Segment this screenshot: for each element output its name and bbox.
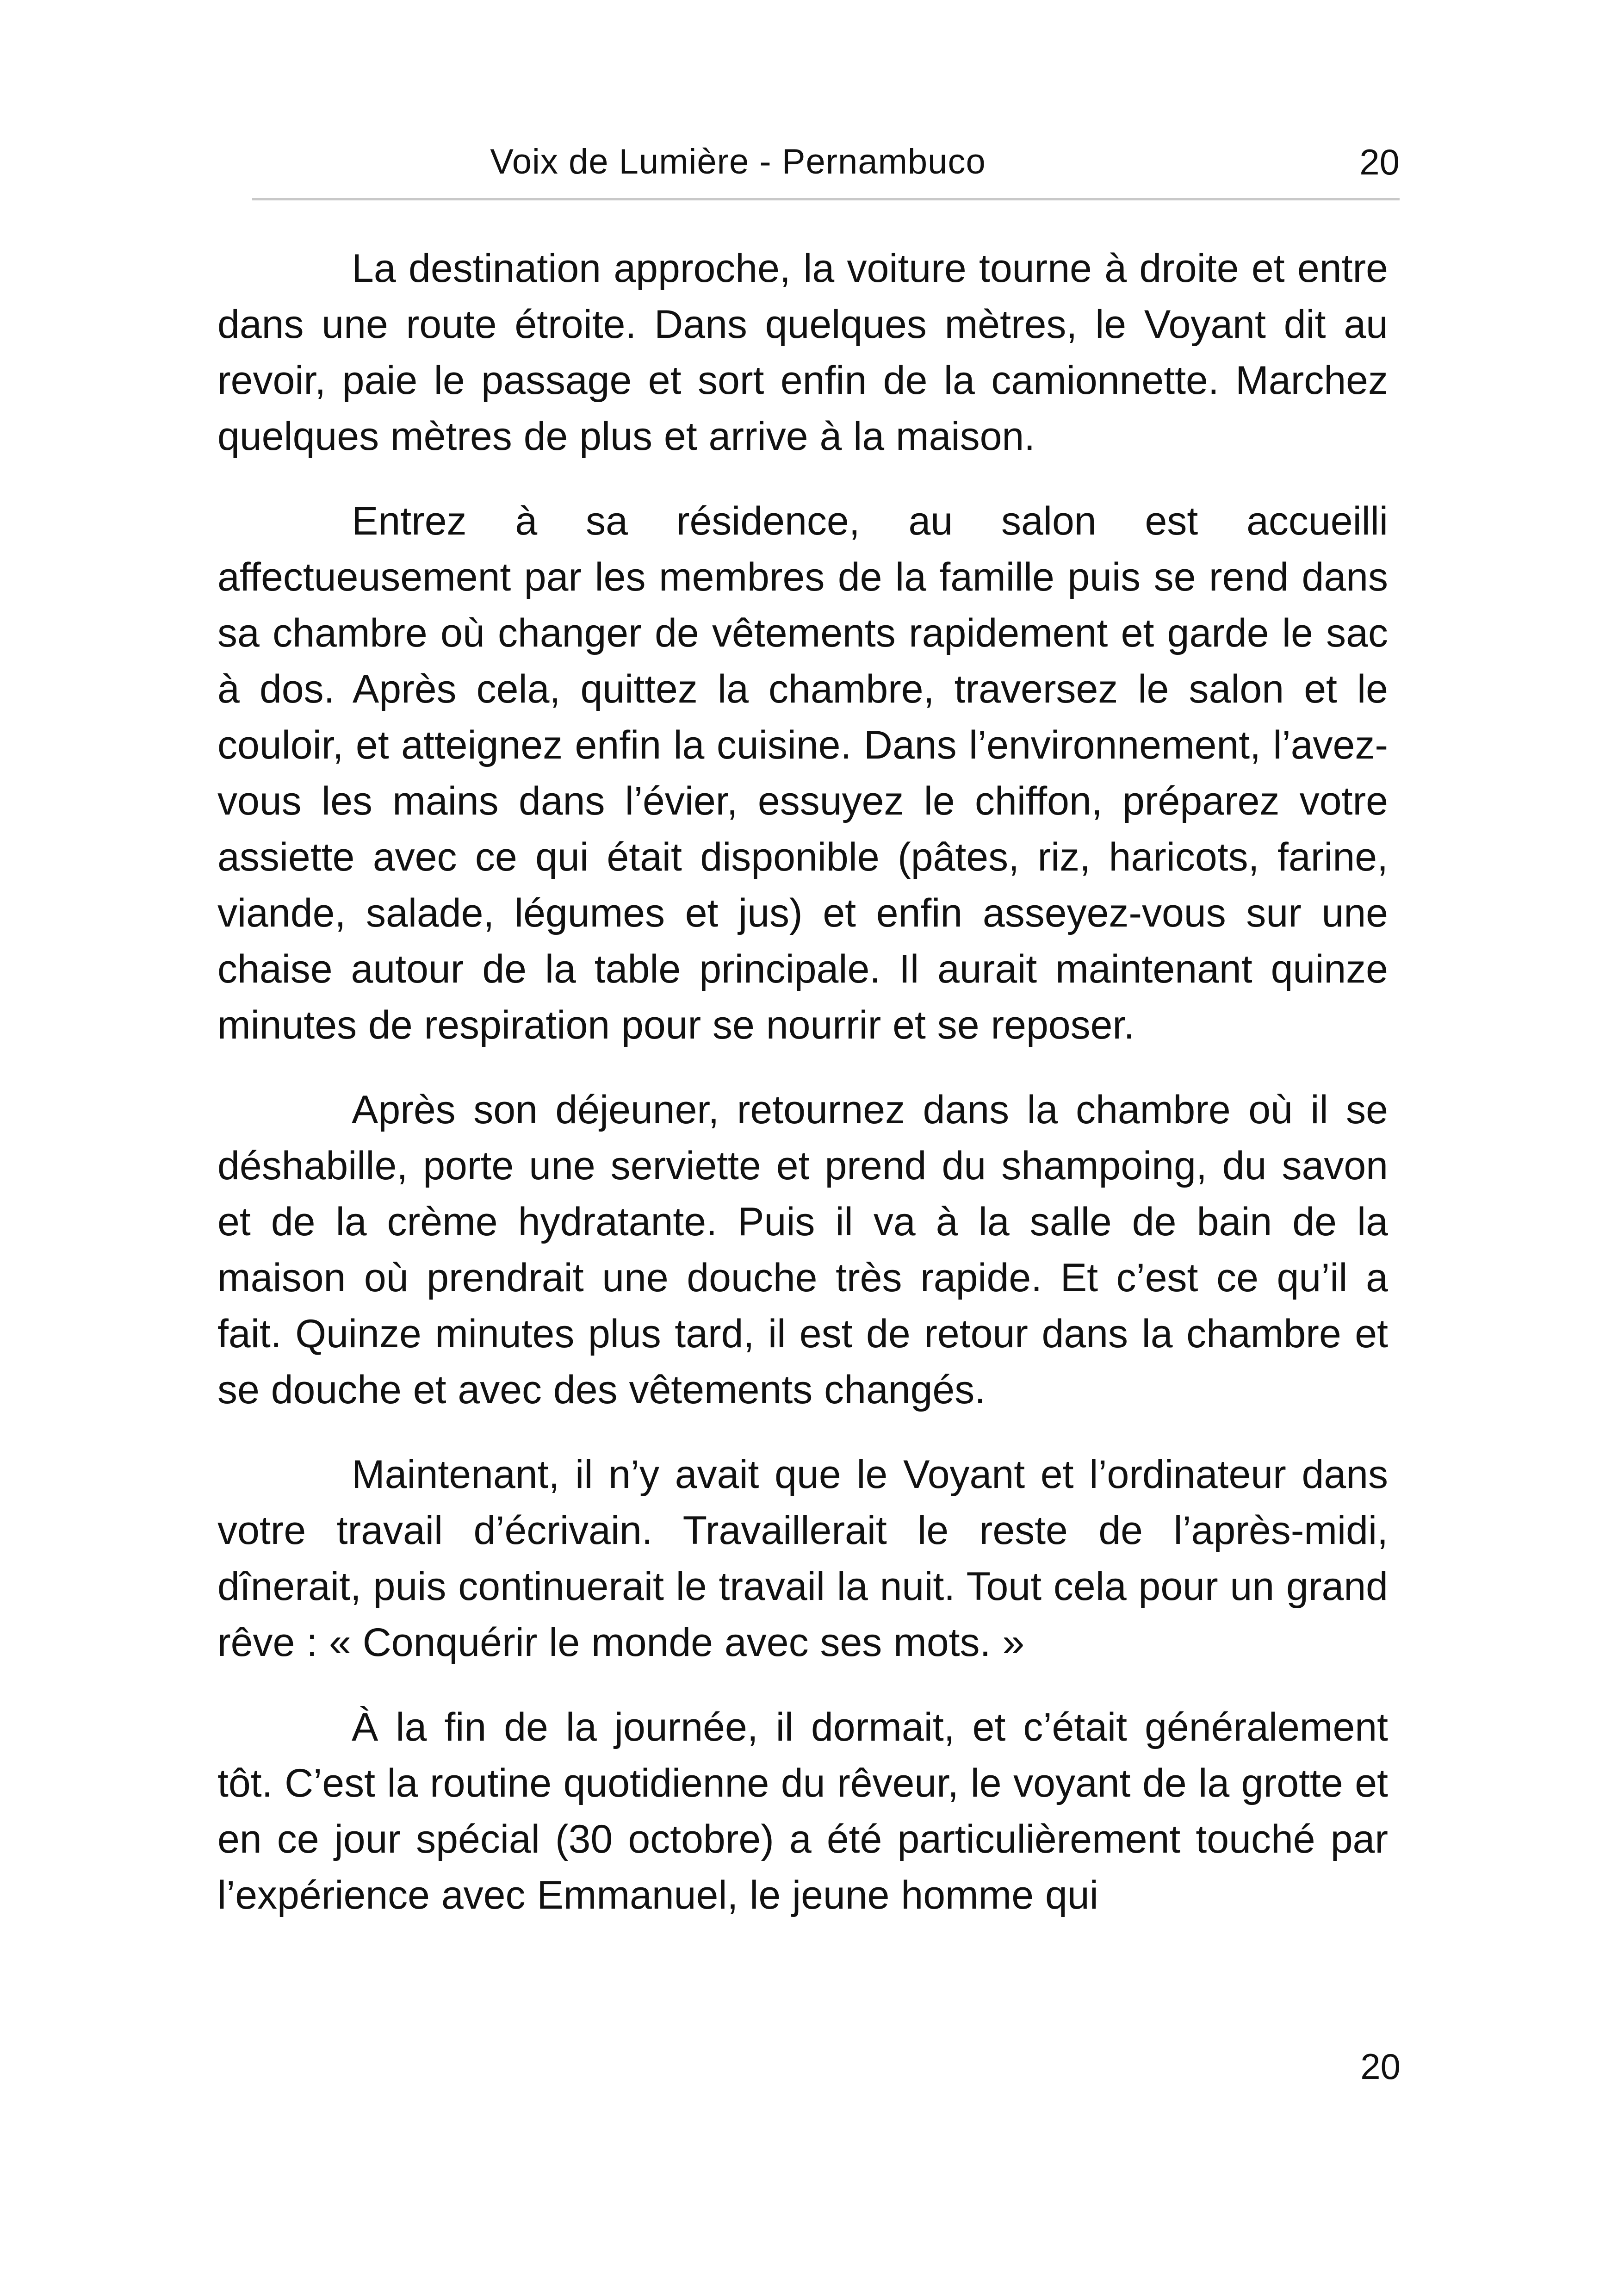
footer-page-number: 20 — [1360, 2046, 1401, 2087]
paragraph-2: Entrez à sa résidence, au salon est accueilli affectueusement par les membres de la famille puis se rend dans sa chambre où changer de vêtements rapidement et garde le sac à dos. Après cela, quittez la chambre, traversez le salon et le couloir, et atteignez enfin la cuisine. Dans l’environnement, l’avez-vous les mains dans l’évier, essuyez le chiffon, préparez votre assiette avec ce qui était disponible (pâtes, riz, haricots, farine, viande, salade, légumes et jus) et enfin asseyez-vous sur une chaise autour de la table principale. Il aurait maintenant quinze minutes de respiration pour se nourrir et se reposer. — [217, 499, 1388, 1047]
paragraph-4: Maintenant, il n’y avait que le Voyant et l’ordinateur dans votre travail d’écrivain. Travaillerait le reste de l’après-midi, dînerait, puis continuerait le travail la nuit. Tout cela pour un grand rêve : « Conquérir le monde avec ses mots. » — [217, 1452, 1388, 1665]
header-divider — [252, 198, 1400, 200]
page-body — [217, 241, 1388, 1923]
paragraph-3: Après son déjeuner, retournez dans la chambre où il se déshabille, porte une serviette et prend du shampoing, du savon et de la crème hydratante. Puis il va à la salle de bain de la maison où prendrait une douche très rapide. Et c’est ce qu’il a fait. Quinze minutes plus tard, il est de retour dans la chambre et se douche et avec des vêtements changés. — [217, 1088, 1388, 1412]
book-title: Voix de Lumière - Pernambuco — [490, 142, 986, 181]
running-header — [252, 134, 1400, 208]
paragraph-1: La destination approche, la voiture tourne à droite et entre dans une route étroite. Dans quelques mètres, le Voyant dit au revoir, paie le passage et sort enfin de la camionnette. Marchez quelques mètres de plus et arrive à la maison. — [217, 246, 1388, 459]
paragraph-5: À la fin de la journée, il dormait, et c’était généralement tôt. C’est la routine quotidienne du rêveur, le voyant de la grotte et en ce jour spécial (30 octobre) a été particulièrement touché par l’expérience avec Emmanuel, le jeune homme qui — [217, 1705, 1388, 1917]
header-page-number: 20 — [1359, 142, 1400, 182]
